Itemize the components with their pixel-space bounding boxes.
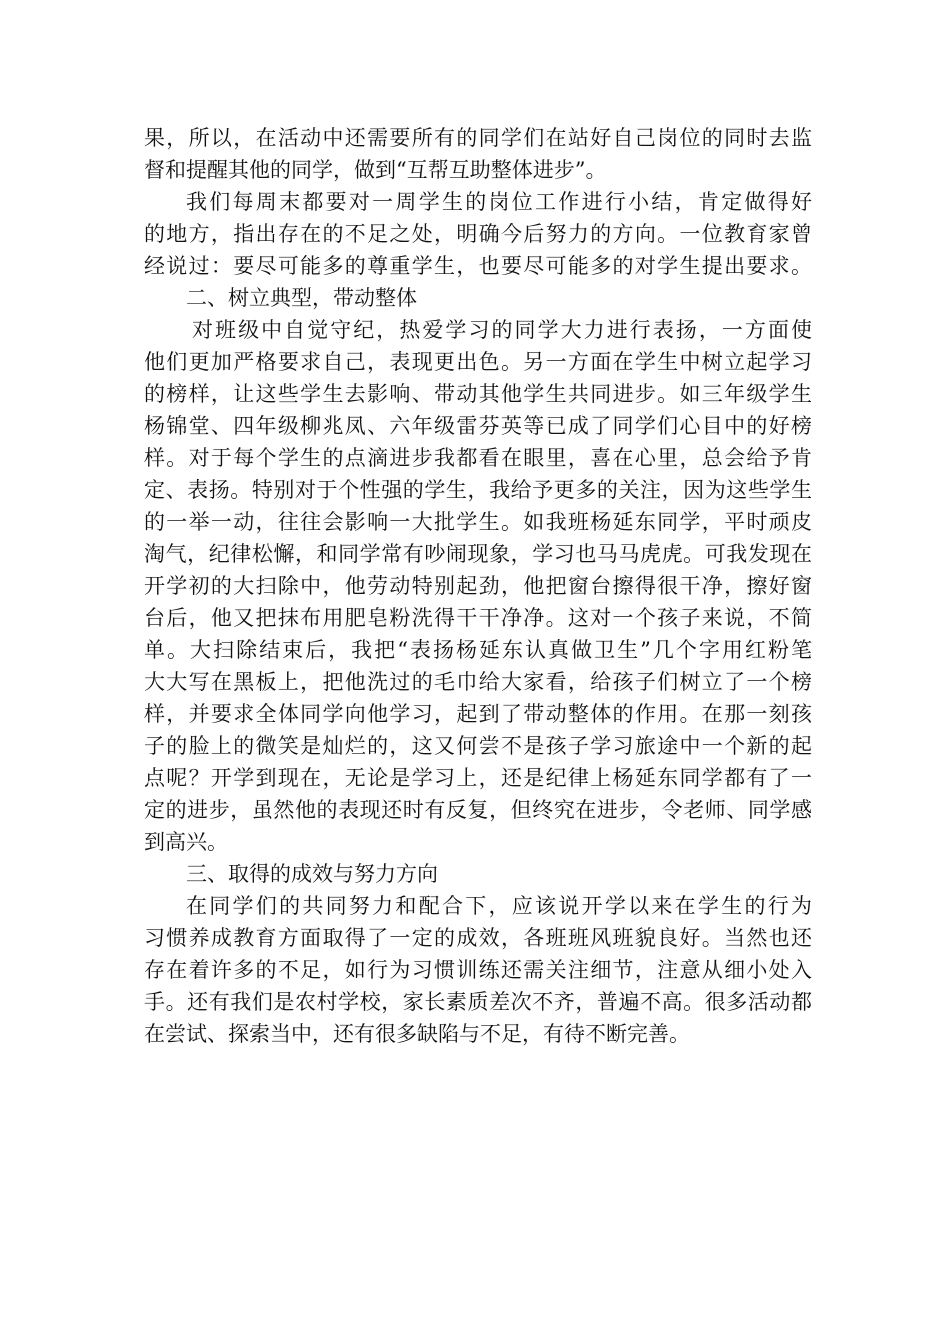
text-line: 杨锦堂、四年级柳兆凤、六年级雷芬英等已成了同学们心目中的好榜 xyxy=(144,414,812,438)
text-line: 的榜样，让这些学生去影响、带动其他学生共同进步。如三年级学生 xyxy=(144,382,812,406)
text-line: 定的进步，虽然他的表现还时有反复，但终究在进步，令老师、同学感 xyxy=(144,798,812,822)
text-line: 果，所以，在活动中还需要所有的同学们在站好自己岗位的同时去监 xyxy=(144,126,812,150)
text-line: 手。还有我们是农村学校，家长素质差次不齐，普遍不高。很多活动都 xyxy=(144,990,812,1014)
text-line: 台后，他又把抹布用肥皂粉洗得干干净净。这对一个孩子来说，不简 xyxy=(144,606,812,630)
text-line: 的一举一动，往往会影响一大批学生。如我班杨延东同学，平时顽皮 xyxy=(144,510,812,534)
text-line: 子的脸上的微笑是灿烂的，这又何尝不是孩子学习旅途中一个新的起 xyxy=(144,734,812,758)
text-line: 样，并要求全体同学向他学习，起到了带动整体的作用。在那一刻孩 xyxy=(144,702,812,726)
text-line: 到高兴。 xyxy=(144,830,228,854)
text-line: 督和提醒其他的同学，做到“互帮互助整体进步”。 xyxy=(144,158,607,182)
section-heading: 三、取得的成效与努力方向 xyxy=(186,862,438,886)
text-line: 存在着许多的不足，如行为习惯训练还需关注细节，注意从细小处入 xyxy=(144,958,812,982)
text-line: 习惯养成教育方面取得了一定的成效，各班班风班貌良好。当然也还 xyxy=(144,926,812,950)
text-line: 的地方，指出存在的不足之处，明确今后努力的方向。一位教育家曾 xyxy=(144,222,812,246)
document-body xyxy=(144,122,812,1050)
text-line: 开学初的大扫除中，他劳动特别起劲，他把窗台擦得很干净，擦好窗 xyxy=(144,574,812,598)
text-line: 他们更加严格要求自己，表现更出色。另一方面在学生中树立起学习 xyxy=(144,350,812,374)
text-line: 样。对于每个学生的点滴进步我都看在眼里，喜在心里，总会给予肯 xyxy=(144,446,812,470)
text-line: 大大写在黑板上，把他洗过的毛巾给大家看，给孩子们树立了一个榜 xyxy=(144,670,812,694)
paragraph-start: 我们每周末都要对一周学生的岗位工作进行小结，肯定做得好 xyxy=(186,190,812,214)
paragraph-start: 对班级中自觉守纪，热爱学习的同学大力进行表扬，一方面使 xyxy=(192,318,812,342)
text-line: 经说过：要尽可能多的尊重学生，也要尽可能多的对学生提出要求。 xyxy=(144,254,812,278)
text-line: 定、表扬。特别对于个性强的学生，我给予更多的关注，因为这些学生 xyxy=(144,478,812,502)
section-heading: 二、树立典型，带动整体 xyxy=(186,286,417,310)
text-line: 点呢？开学到现在，无论是学习上，还是纪律上杨延东同学都有了一 xyxy=(144,766,812,790)
text-line: 单。大扫除结束后，我把“表扬杨延东认真做卫生”几个字用红粉笔 xyxy=(144,638,812,662)
text-line: 淘气，纪律松懈，和同学常有吵闹现象，学习也马马虎虎。可我发现在 xyxy=(144,542,812,566)
paragraph-start: 在同学们的共同努力和配合下，应该说开学以来在学生的行为 xyxy=(186,894,812,918)
text-line: 在尝试、探索当中，还有很多缺陷与不足，有待不断完善。 xyxy=(144,1022,690,1046)
